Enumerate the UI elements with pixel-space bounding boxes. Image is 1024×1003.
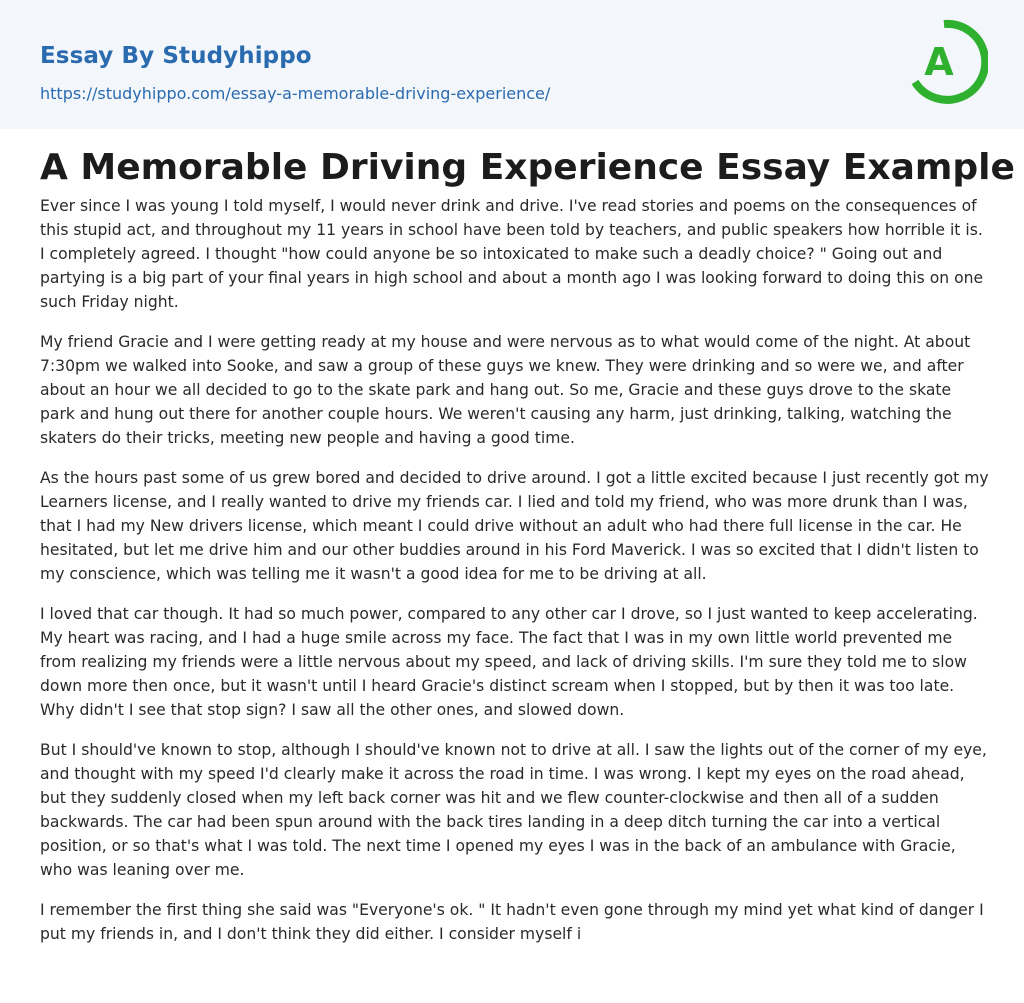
essay-paragraph-4: I loved that car though. It had so much power, compared to any other car I drove, so I just wanted to keep accelerating. My heart was racing, and I had a huge smile across my face. The fact that I was in my own little world prevented me from realizing my friends were a little nervous about my speed, and lack of driving skills. I'm sure they told me to slow down more then once, but it wasn't until I heard Gracie's distinct scream when I stopped, but by then it was too late. Why didn't I see that stop sign? I saw all the other ones, and slowed down.	[40, 605, 978, 719]
essay-title: A Memorable Driving Experience Essay Example	[40, 147, 1015, 188]
source-url-link[interactable]: https://studyhippo.com/essay-a-memorable-driving-experience/	[40, 84, 551, 103]
essay-body	[40, 194, 990, 962]
essay-paragraph-5: But I should've known to stop, although I should've known not to drive at all. I saw the lights out of the corner of my eye, and thought with my speed I'd clearly make it across the road in time. I was wrong. I kept my eyes on the road ahead, but they suddenly closed when my left back corner was hit and we flew counter-clockwise and then all of a sudden backwards. The car had been spun around with the back tires landing in a deep ditch turning the car into a vertical position, or so that's what I was told. The next time I opened my eyes I was in the back of an ambulance with Gracie, who was leaning over me.	[40, 741, 987, 879]
essay-paragraph-6: I remember the first thing she said was "Everyone's ok. " It hadn't even gone through my mind yet what kind of danger I put my friends in, and I don't think they did either. I consider myself i	[40, 901, 984, 943]
essay-paragraph-1: Ever since I was young I told myself, I would never drink and drive. I've read stories and poems on the consequences of this stupid act, and throughout my 11 years in school have been told by teachers, and public speakers how horrible it is. I completely agreed. I thought "how could anyone be so intoxicated to make such a deadly choice? " Going out and partying is a big part of your final years in high school and about a month ago I was looking forward to doing this on one such Friday night.	[40, 197, 984, 311]
essay-paragraph-2: My friend Gracie and I were getting ready at my house and were nervous as to what would come of the night. At about 7:30pm we walked into Sooke, and saw a group of these guys we knew. They were drinking and so were we, and after about an hour we all decided to go to the skate park and hang out. So me, Gracie and these guys drove to the skate park and hung out there for another couple hours. We weren't causing any harm, just drinking, talking, watching the skaters do their tricks, meeting new people and having a good time.	[40, 333, 971, 447]
brand-title[interactable]: Essay By Studyhippo	[40, 43, 312, 69]
essay-paragraph-3: As the hours past some of us grew bored and decided to drive around. I got a little excited because I just recently got my Learners license, and I really wanted to drive my friends car. I lied and told my friend, who was more drunk than I was, that I had my New drivers license, which meant I could drive without an adult who had there full license in the car. He hesitated, but let me drive him and our other buddies around in his Ford Maverick. I was so excited that I didn't listen to my conscience, which was telling me it wasn't a good idea for me to be driving at all.	[40, 469, 989, 583]
logo-letter: A	[924, 40, 954, 84]
